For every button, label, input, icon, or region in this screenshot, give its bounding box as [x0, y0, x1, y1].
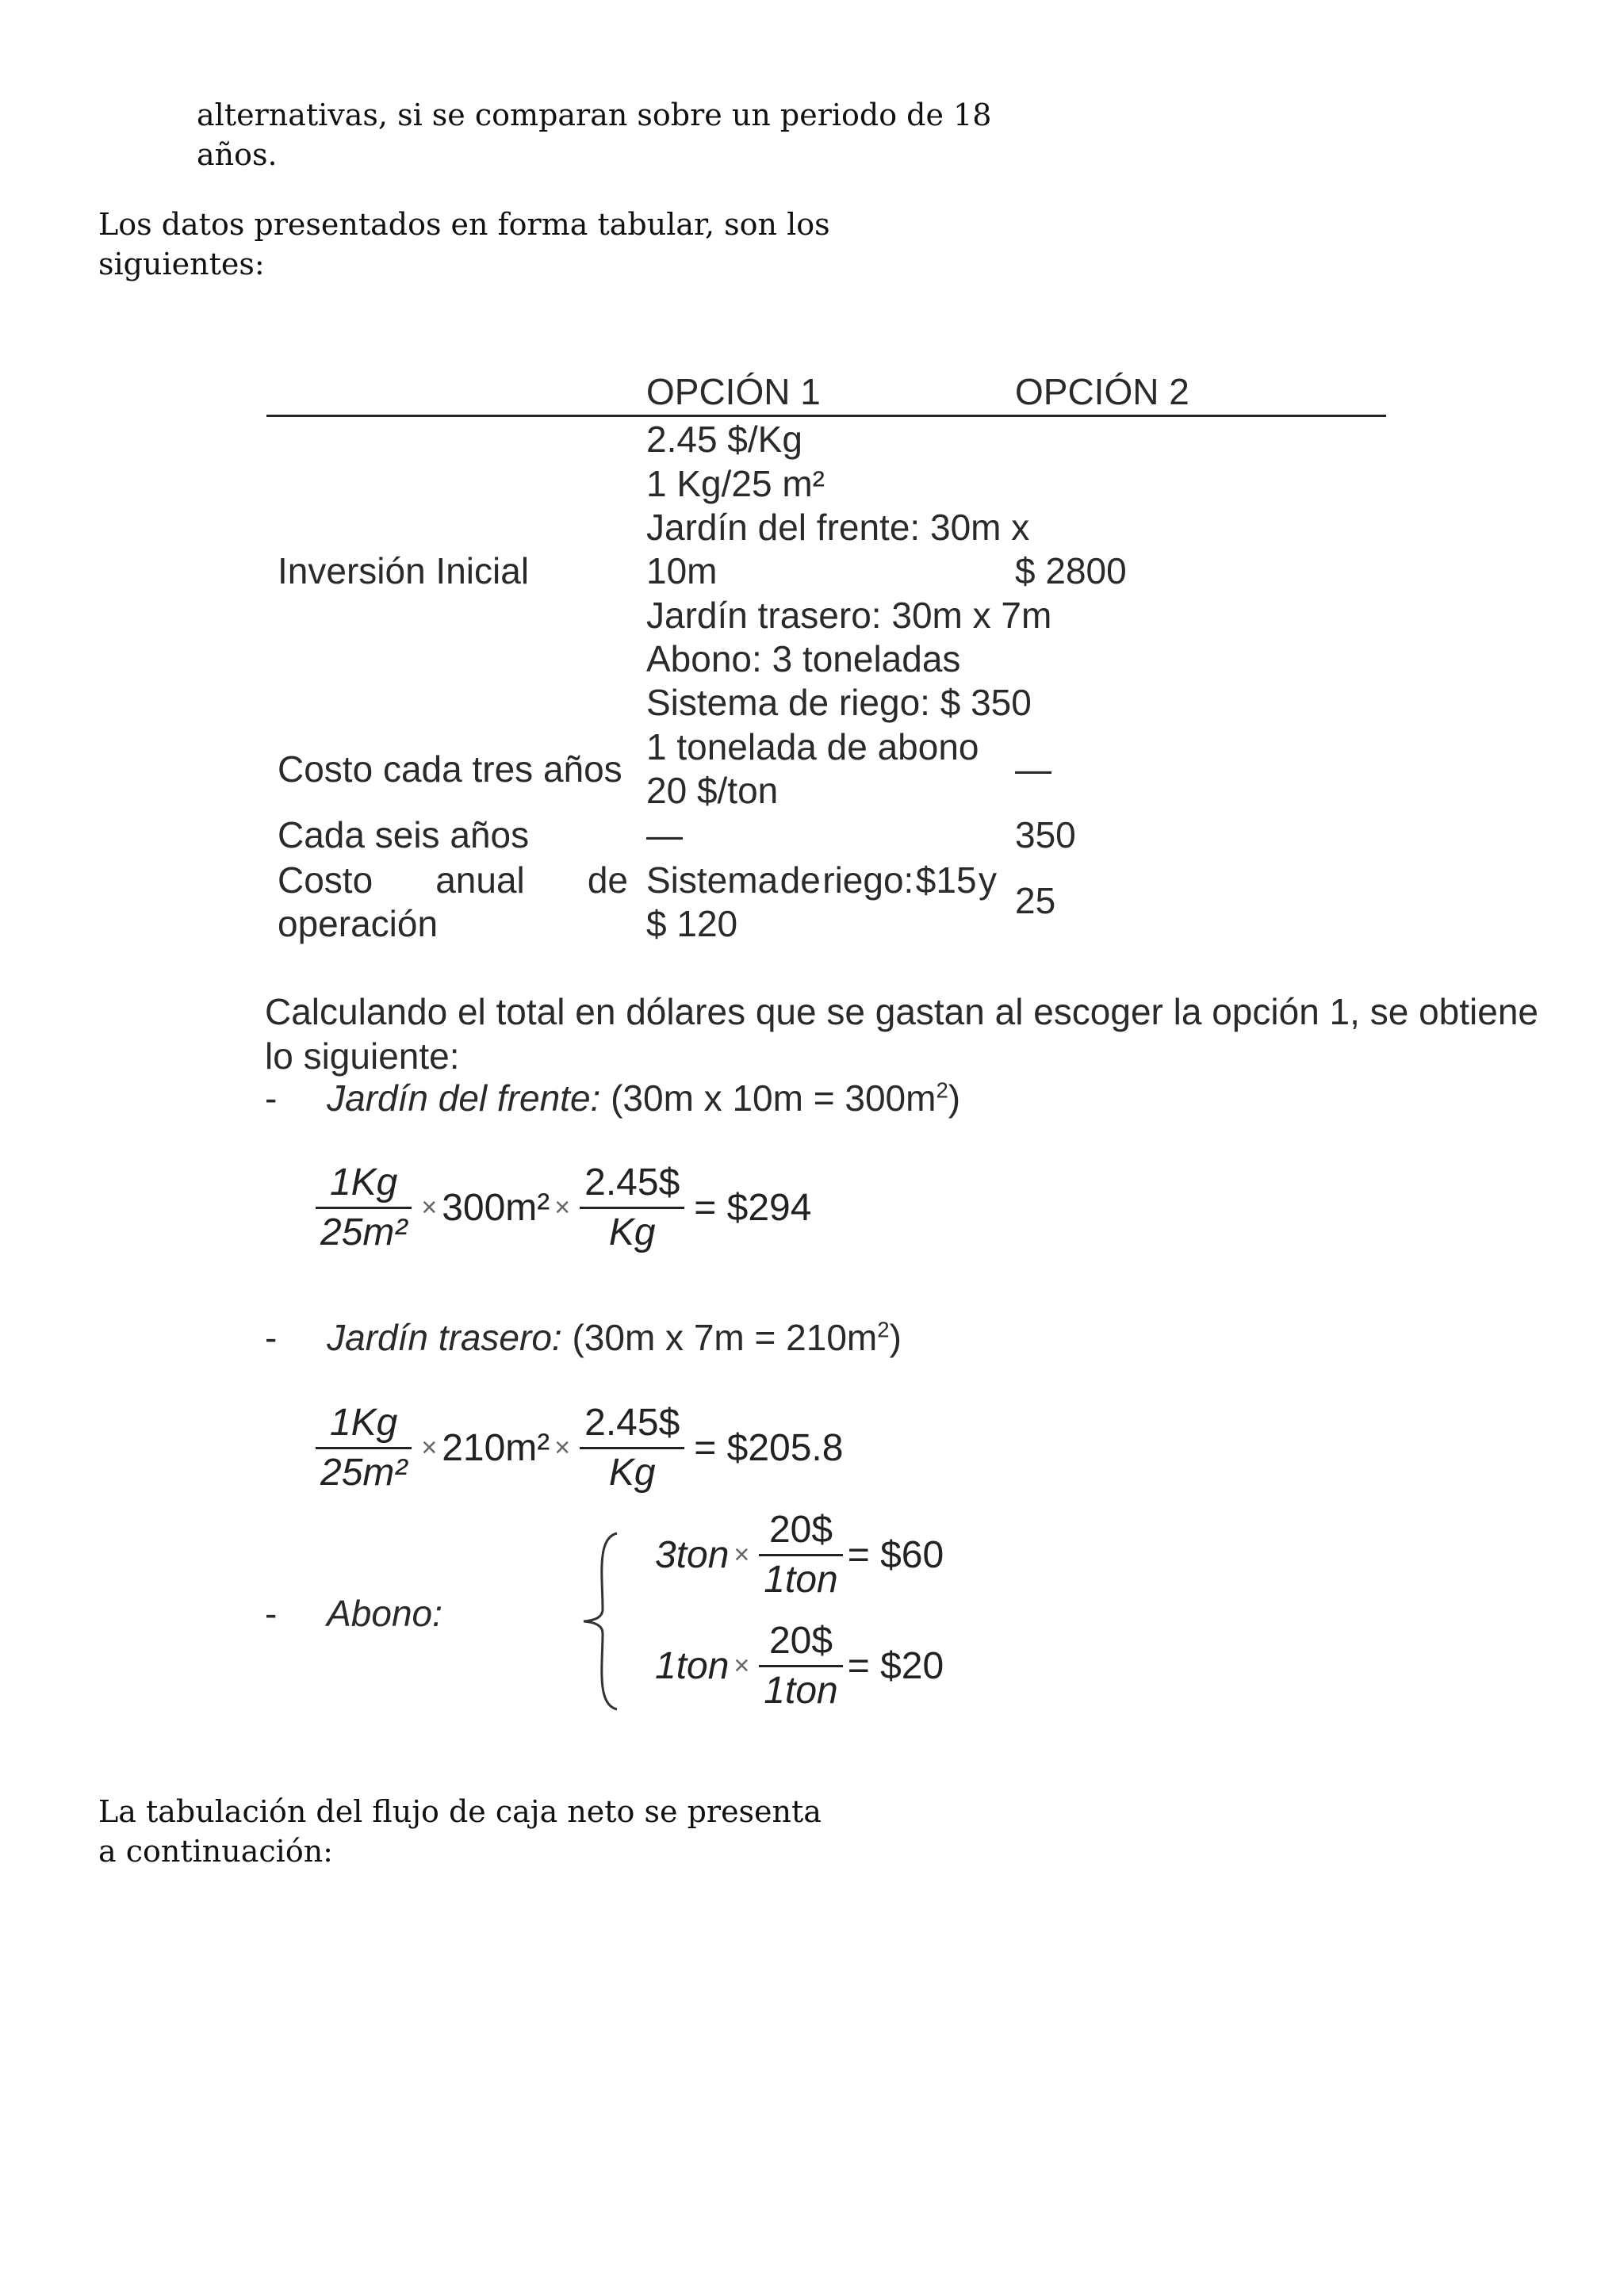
- front-expr: (30m x 10m = 300m: [611, 1077, 936, 1119]
- eq-result: = $60: [847, 1534, 944, 1576]
- bullet-jardin-trasero: - Jardín trasero: (30m x $7m = 210m^2$): [265, 1317, 902, 1358]
- equation-abono-1: [655, 1506, 944, 1604]
- row2-opt2: —: [1015, 748, 1051, 790]
- intro-line-1: alternativas, si se comparan sobre un periodo de 18: [197, 98, 992, 132]
- row2-opt1-line: 20 $/ton: [646, 770, 779, 811]
- back-label: Jardín trasero:: [327, 1317, 562, 1358]
- front-label: Jardín del frente:: [327, 1077, 601, 1119]
- row2-opt1-line: 1 tonelada de abono: [646, 726, 979, 767]
- bullet-dash: -: [265, 1077, 278, 1119]
- para1-line-2: siguientes:: [98, 247, 265, 281]
- equation-front: [311, 1159, 811, 1257]
- row4-opt2: 25: [1015, 880, 1056, 921]
- row4-opt1-line2: $ 120: [646, 903, 738, 944]
- times-sign: ×: [554, 1192, 571, 1223]
- equation-abono-2: [655, 1617, 944, 1715]
- calc-line-2: lo siguiente:: [265, 1035, 460, 1077]
- times-sign: ×: [554, 1433, 571, 1463]
- bullet-jardin-frente: - Jardín del frente: (30m x $10m = 300m^2$): [265, 1077, 961, 1119]
- row1-opt1-line: 2.45 $/Kg: [646, 419, 802, 460]
- calc-line-1: Calculando el total en dólares que se gastan al escoger la opción 1, se obtiene: [265, 991, 1538, 1032]
- row1-opt1-line: 10m: [646, 550, 718, 591]
- row1-opt1-line: Sistema de riego: $ 350: [646, 682, 1032, 723]
- row-label-operacion: operación: [278, 903, 439, 944]
- eq-mid: 210m²: [442, 1427, 550, 1469]
- fraction: $\frac{2.45\$}{Kg}$: [580, 1399, 684, 1497]
- eq-lead: 3ton: [655, 1534, 730, 1576]
- fraction: $\frac{2.45\$}{Kg}$: [580, 1159, 684, 1257]
- row-label-cada-tres: Costo cada tres años: [278, 748, 622, 790]
- row1-opt1-line: Jardín del frente: 30m x: [646, 507, 1030, 548]
- times-sign: ×: [733, 1651, 750, 1681]
- fraction: $\frac{1Kg}{\text{25m²}}$: [316, 1399, 412, 1497]
- equation-back: [311, 1399, 843, 1497]
- table-header-option1: OPCIÓN 1: [646, 371, 821, 412]
- row4-opt1-line: Sistema de riego: $15 y: [646, 859, 997, 901]
- bullet-dash: -: [265, 1593, 278, 1634]
- table-header-option2: OPCIÓN 2: [1015, 371, 1189, 412]
- row-label-inversion: Inversión Inicial: [278, 550, 530, 591]
- para2-line-2: a continuación:: [98, 1834, 333, 1869]
- bullet-dash: -: [265, 1317, 278, 1358]
- table-header-rule: [266, 415, 1386, 417]
- fraction: $\frac{1Kg}{\text{25m²}}$: [316, 1159, 412, 1257]
- times-sign: ×: [421, 1192, 438, 1223]
- fraction: $\frac{20\$}{\text{1ton}}$: [759, 1617, 842, 1715]
- row1-opt1-line: Abono: 3 toneladas: [646, 638, 961, 679]
- row1-opt2: $ 2800: [1015, 550, 1127, 591]
- eq-result: = $205.8: [694, 1427, 844, 1469]
- eq-lead: 1ton: [655, 1645, 730, 1687]
- para1-line-1: Los datos presentados en forma tabular, son los: [98, 207, 830, 242]
- row1-opt1-line: Jardín trasero: 30m x 7m: [646, 595, 1052, 636]
- left-brace-icon: [579, 1530, 626, 1712]
- fraction: $\frac{20\$}{\text{1ton}}$: [759, 1506, 842, 1604]
- back-expr: (30m x 7m = 210m: [572, 1317, 878, 1358]
- eq-result: = $294: [694, 1187, 812, 1229]
- eq-result: = $20: [847, 1645, 944, 1687]
- abono-label: Abono:: [327, 1593, 442, 1634]
- row-label-costo-anual: Costo anual de: [278, 859, 628, 901]
- row3-opt2: 350: [1015, 814, 1076, 855]
- row3-opt1: —: [646, 814, 683, 855]
- bullet-abono: [265, 1592, 442, 1635]
- row-label-cada-seis: Cada seis años: [278, 814, 530, 855]
- intro-line-2: años.: [197, 137, 278, 172]
- times-sign: ×: [733, 1540, 750, 1570]
- eq-mid: 300m²: [442, 1187, 550, 1229]
- times-sign: ×: [421, 1433, 438, 1463]
- para2-line-1: La tabulación del flujo de caja neto se presenta: [98, 1794, 822, 1829]
- row1-opt1-line: 1 Kg/25 m²: [646, 463, 825, 504]
